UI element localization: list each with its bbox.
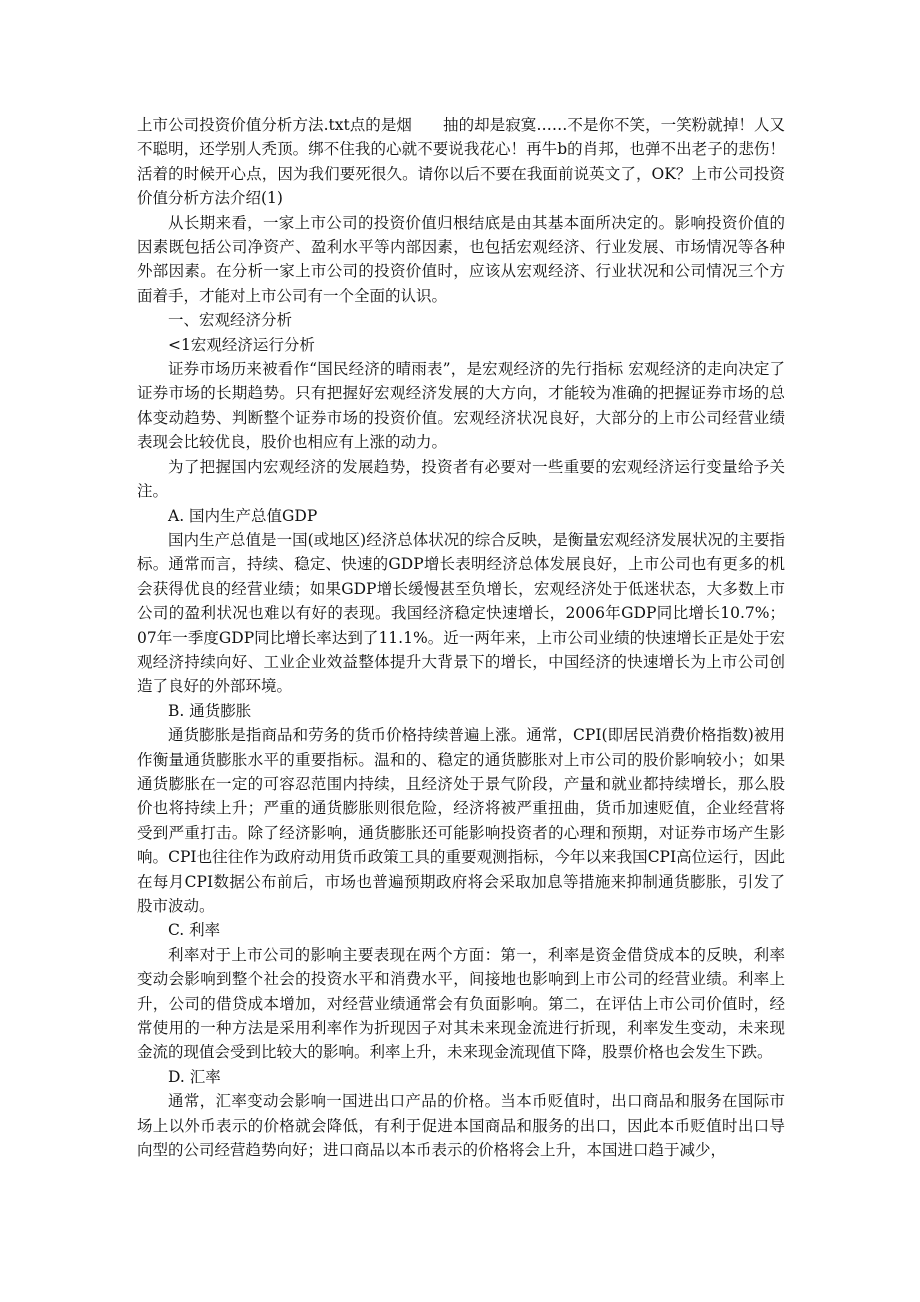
heading-exchange-rate: D. 汇率 — [168, 1067, 221, 1086]
intro-paragraph: 上市公司投资价值分析方法.txt点的是烟 抽的却是寂寞……不是你不笑，一笑粉就掉！人又不聪明，还学别人秃顶。绑不住我的心就不要说我花心！再牛b的肖邦，也弹不出老子的悲伤！活着的时候开心点，因为我们要死很久。请你以后不要在我面前说英文了，OK？上市公司投资价值分析方法介绍(1) — [137, 116, 785, 208]
market-paragraph: 证券市场历来被看作“国民经济的晴雨表”，是宏观经济的先行指标 宏观经济的走向决定了证券市场的长期趋势。只有把握好宏观经济发展的大方向，才能较为准确的把握证券市场的总体变动趋势、判断整个证券市场的投资价值。宏观经济状况良好，大部分的上市公司经营业绩表现会比较优良，股价也相应有上涨的动力。 — [137, 360, 785, 452]
heading-gdp: A. 国内生产总值GDP — [168, 506, 318, 525]
attention-paragraph: 为了把握国内宏观经济的发展趋势，投资者有必要对一些重要的宏观经济运行变量给予关注。 — [137, 457, 785, 501]
subsection-heading-macro-operation: <1宏观经济运行分析 — [168, 335, 315, 354]
gdp-paragraph: 国内生产总值是一国(或地区)经济总体状况的综合反映，是衡量宏观经济发展状况的主要指标。通常而言，持续、稳定、快速的GDP增长表明经济总体发展良好，上市公司也有更多的机会获得优良的经营业绩；如果GDP增长缓慢甚至负增长，宏观经济处于低迷状态，大多数上市公司的盈利状况也难以有好的表现。我国经济稳定快速增长，2006年GDP同比增长10.7%；07年一季度GDP同比增长率达到了11.1%。近一两年来，上市公司业绩的快速增长正是处于宏观经济持续向好、工业企业效益整体提升大背景下的增长，中国经济的快速增长为上市公司创造了良好的外部环境。 — [137, 530, 785, 696]
heading-interest-rate: C. 利率 — [168, 921, 221, 940]
section-heading-macro: 一、宏观经济分析 — [168, 311, 293, 330]
inflation-paragraph: 通货膨胀是指商品和劳务的货币价格持续普遍上涨。通常，CPI(即居民消费价格指数)被用作衡量通货膨胀水平的重要指标。温和的、稳定的通货膨胀对上市公司的股价影响较小；如果通货膨胀在一定的可容忍范围内持续，且经济处于景气阶段，产量和就业都持续增长，那么股价也将持续上升；严重的通货膨胀则很危险，经济将被严重扭曲，货币加速贬值，企业经营将受到严重打击。除了经济影响，通货膨胀还可能影响投资者的心理和预期，对证券市场产生影响。CPI也往往作为政府动用货币政策工具的重要观测指标，今年以来我国CPI高位运行，因此在每月CPI数据公布前后，市场也普遍预期政府将会采取加息等措施来抑制通货膨胀，引发了股市波动。 — [137, 726, 785, 915]
exchange-rate-paragraph: 通常，汇率变动会影响一国进出口产品的价格。当本币贬值时，出口商品和服务在国际市场上以外币表示的价格就会降低，有利于促进本国商品和服务的出口，因此本币贬值时出口导向型的公司经营趋势向好；进口商品以本币表示的价格将会上升，本国进口趋于减少， — [137, 1092, 785, 1160]
heading-inflation: B. 通货膨胀 — [168, 701, 252, 720]
document-page — [137, 113, 785, 1162]
overview-paragraph: 从长期来看，一家上市公司的投资价值归根结底是由其基本面所决定的。影响投资价值的因素既包括公司净资产、盈利水平等内部因素，也包括宏观经济、行业发展、市场情况等各种外部因素。在分析一家上市公司的投资价值时，应该从宏观经济、行业状况和公司情况三个方面着手，才能对上市公司有一个全面的认识。 — [137, 213, 785, 305]
interest-rate-paragraph: 利率对于上市公司的影响主要表现在两个方面：第一，利率是资金借贷成本的反映，利率变动会影响到整个社会的投资水平和消费水平，间接地也影响到上市公司的经营业绩。利率上升，公司的借贷成本增加，对经营业绩通常会有负面影响。第二，在评估上市公司价值时，经常使用的一种方法是采用利率作为折现因子对其未来现金流进行折现，利率发生变动，未来现金流的现值会受到比较大的影响。利率上升，未来现金流现值下降，股票价格也会发生下跌。 — [137, 945, 785, 1062]
